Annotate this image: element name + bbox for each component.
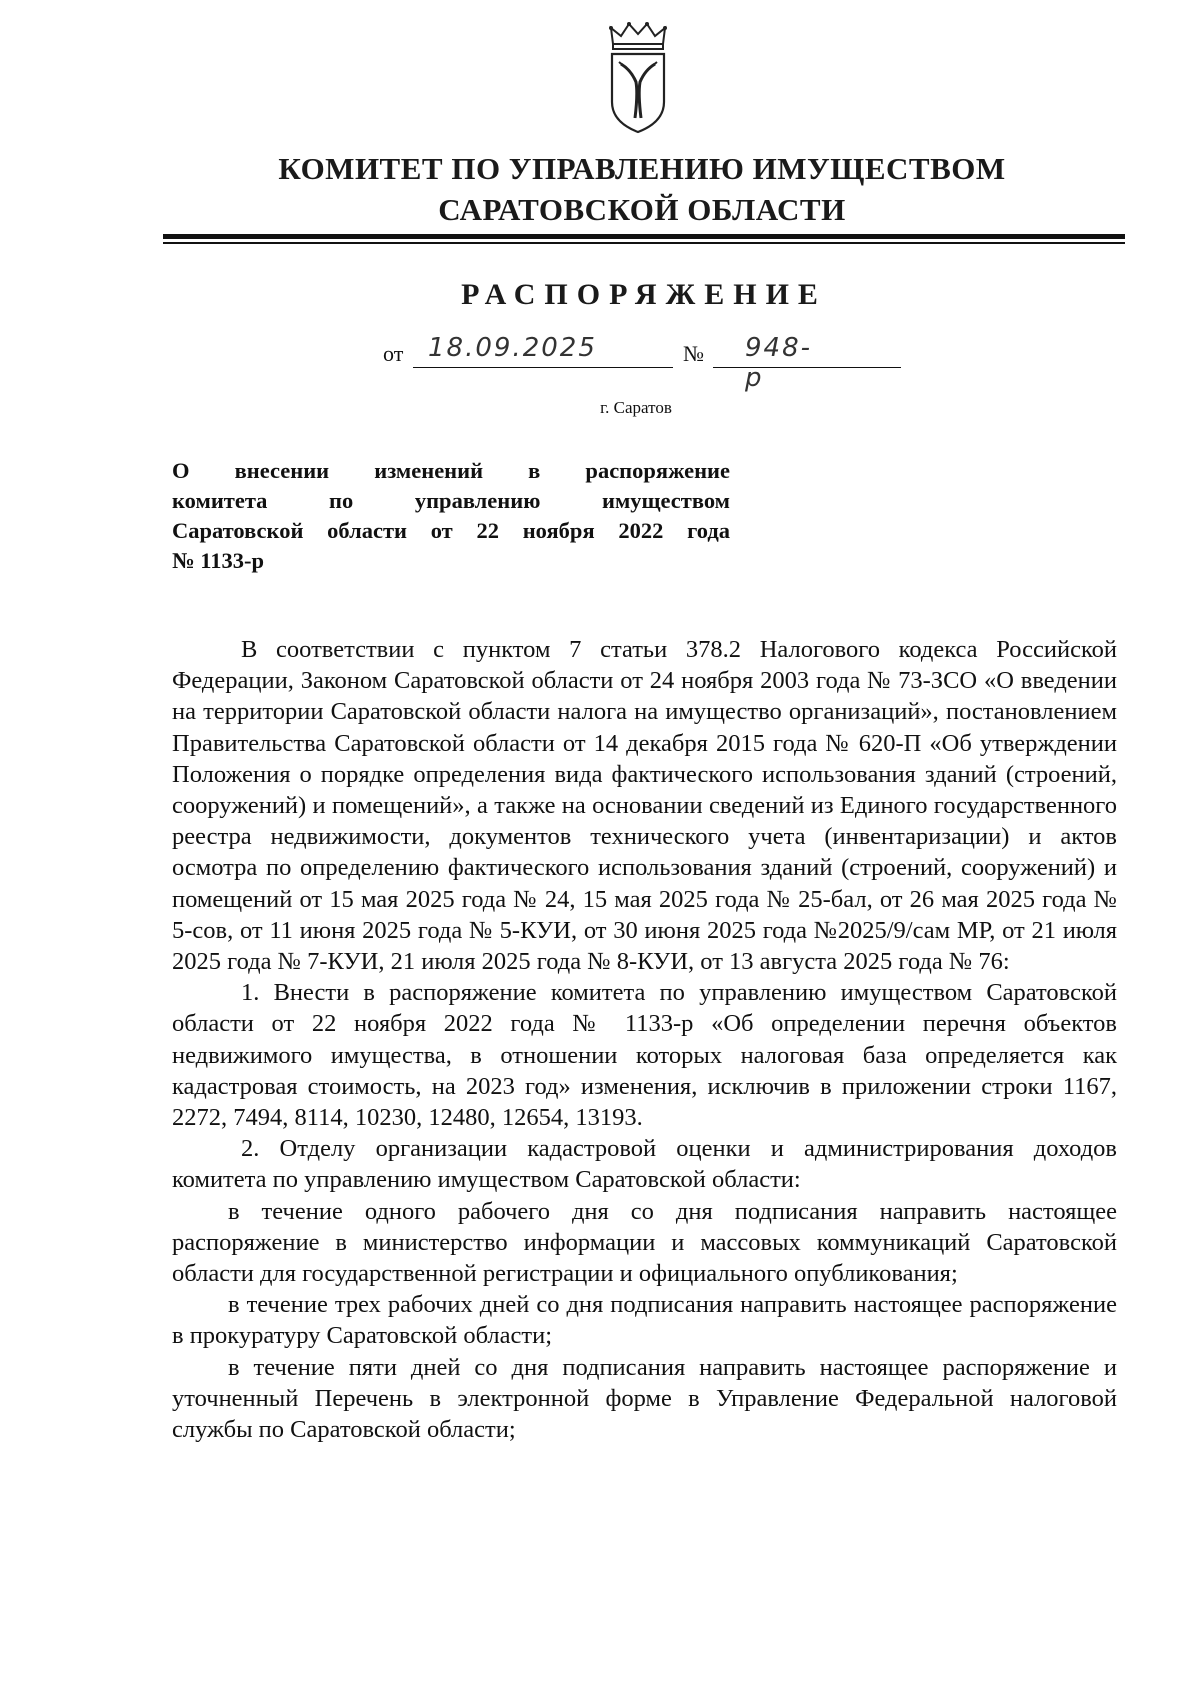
date-handwritten: 18.09.2025 xyxy=(428,333,597,363)
date-label: от xyxy=(383,341,404,366)
subject-line: № 1133-р xyxy=(172,548,264,573)
city-label: г. Саратов xyxy=(600,398,672,417)
coat-of-arms-icon xyxy=(605,22,671,134)
subject-line: комитета по управлению имуществом xyxy=(172,488,730,513)
document-subject xyxy=(172,456,730,576)
document-body xyxy=(172,634,1117,1445)
date-underline xyxy=(413,367,673,368)
item-2c-paragraph: в течение пяти дней со дня подписания направить настоящее распоряжение и уточненный Перечень в электронной форме в Управление Федеральной налоговой службы по Саратовской области; xyxy=(172,1353,1117,1444)
item-2-paragraph: 2. Отделу организации кадастровой оценки и администрирования доходов комитета по управлению имуществом Саратовской области: xyxy=(172,1135,1117,1194)
subject-line: Саратовской области от 22 ноября 2022 года xyxy=(172,518,730,543)
header-divider-thick xyxy=(163,234,1125,239)
organization-name-line2: САРАТОВСКОЙ ОБЛАСТИ xyxy=(438,192,846,227)
item-1-paragraph: 1. Внести в распоряжение комитета по управлению имуществом Саратовской области от 22 ноября 2022 года № 1133-р «Об определении перечня объектов недвижимого имущества, в отношении которых налоговая база определяется как кадастровая стоимость, на 2023 год» изменения, исключив в приложении строки 1167, 2272, 7494, 8114, 10230, 12480, 12654, 13193. xyxy=(172,979,1117,1132)
subject-line: О внесении изменений в распоряжение xyxy=(172,458,730,483)
number-label: № xyxy=(683,341,704,366)
number-handwritten: 948-р xyxy=(745,333,813,393)
preamble-paragraph: В соответствии с пунктом 7 статьи 378.2 Налогового кодекса Российской Федерации, Законом Саратовской области от 24 ноября 2003 года № 73-ЗСО «О введении на территории Саратовской области налога на имущество организаций», постановлением Правительства Саратовской области от 14 декабря 2015 года № 620-П «Об утверждении Положения о порядке определения вида фактического использования зданий (строений, сооружений) и помещений», а также на основании сведений из Единого государственного реестра недвижимости, документов технического учета (инвентаризации) и актов осмотра по определению фактического использования зданий (строений, сооружений) и помещений от 15 мая 2025 года № 24, 15 мая 2025 года № 25-бал, от 26 мая 2025 года № 5-сов, от 11 июня 2025 года № 5-КУИ, от 30 июня 2025 года №2025/9/сам МР, от 21 июля 2025 года № 7-КУИ, 21 июля 2025 года № 8-КУИ, от 13 августа 2025 года № 76: xyxy=(172,636,1117,976)
document-type-title: РАСПОРЯЖЕНИЕ xyxy=(461,278,827,311)
organization-name-line1: КОМИТЕТ ПО УПРАВЛЕНИЮ ИМУЩЕСТВОМ xyxy=(278,151,1006,186)
item-2a-paragraph: в течение одного рабочего дня со дня подписания направить настоящее распоряжение в министерство информации и массовых коммуникаций Саратовской области для государственной регистрации и официального опубликования; xyxy=(172,1197,1117,1288)
item-2b-paragraph: в течение трех рабочих дней со дня подписания направить настоящее распоряжение в прокуратуру Саратовской области; xyxy=(172,1291,1117,1350)
header-divider-thin xyxy=(163,242,1125,244)
